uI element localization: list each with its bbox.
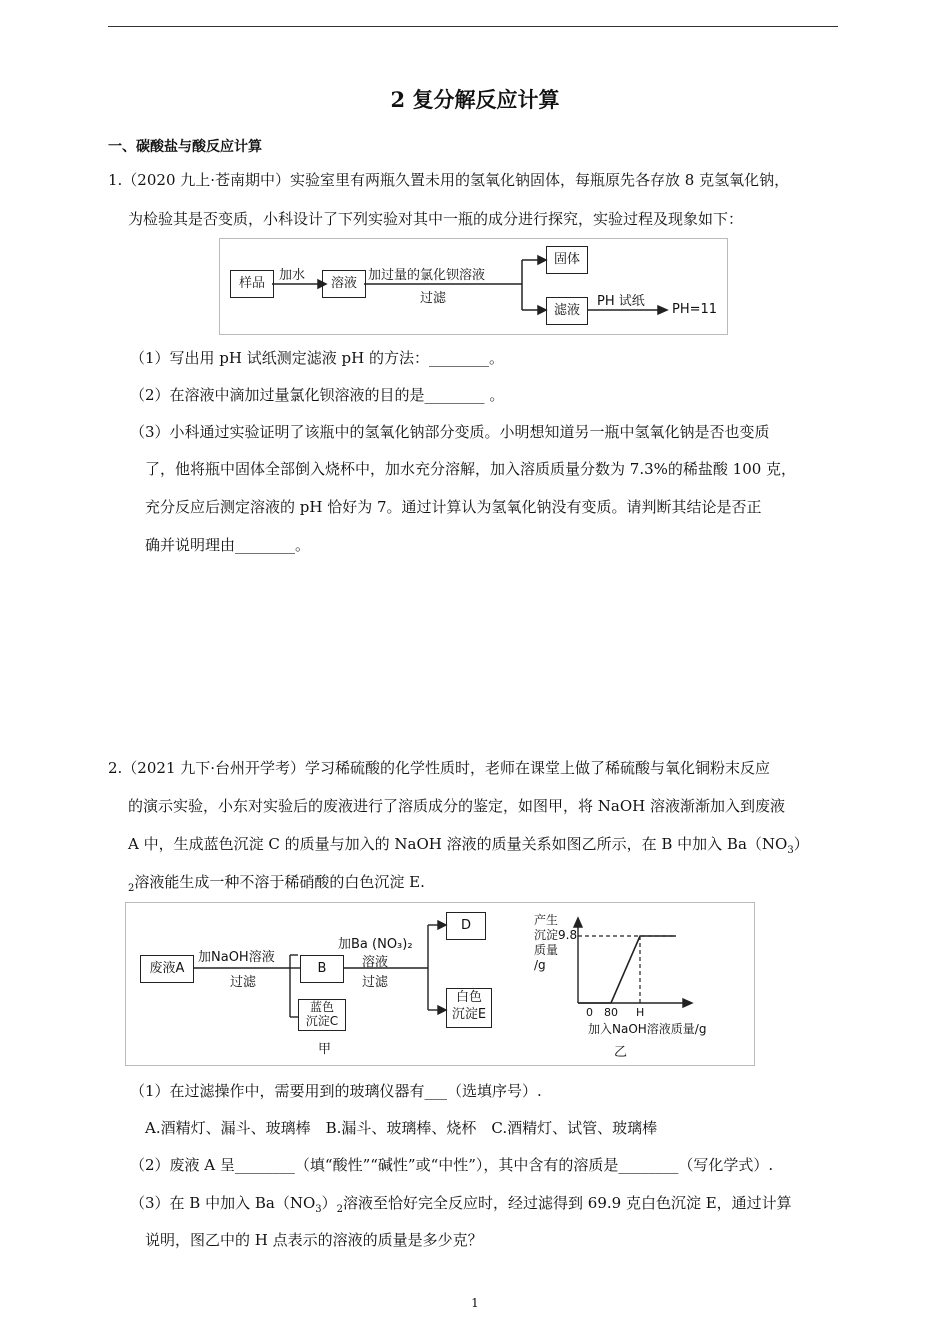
b-box: B xyxy=(300,955,344,983)
solution-label: 溶液 xyxy=(362,955,389,970)
figure-jia-label: 甲 xyxy=(318,1042,332,1057)
q1-line2: 为检验其是否变质，小科设计了下列实验对其中一瓶的成分进行探究，实验过程及现象如下： xyxy=(128,210,744,228)
q1-sub1: （1）写出用 pH 试纸测定滤液 pH 的方法：________。 xyxy=(130,349,504,367)
q2-sub2: （2）废液 A 呈________（填“酸性”“碱性”或“中性”），其中含有的溶质是________（写化学式）. xyxy=(130,1156,774,1174)
chart-ylabel: 产生 沉淀9.8 质量 /g xyxy=(534,913,578,972)
q2-sub1: （1）在过滤操作中，需要用到的玻璃仪器有___（选填序号）. xyxy=(130,1082,542,1100)
q1-sub3-line3: 充分反应后测定溶液的 pH 恰好为 7。通过计算认为氢氧化钠没有变质。请判断其结论是否正 xyxy=(145,498,762,516)
flow-ph-paper: PH 试纸 xyxy=(597,294,645,309)
page-title: 2 复分解反应计算 xyxy=(390,87,560,112)
q2-line1: 2.（2021 九下·台州开学考）学习稀硫酸的化学性质时，老师在课堂上做了稀硫酸与氧化铜粉末反应 xyxy=(108,759,771,777)
flow-solution-box: 溶液 xyxy=(322,270,366,298)
flow-filter: 过滤 xyxy=(420,291,447,306)
page-number: 1 xyxy=(471,1296,479,1310)
q2-options: A.酒精灯、漏斗、玻璃棒 B.漏斗、玻璃棒、烧杯 C.酒精灯、试管、玻璃棒 xyxy=(145,1119,658,1137)
q1-line1: 1.（2020 九上·苍南期中）实验室里有两瓶久置未用的氢氧化钠固体，每瓶原先各存放 8 克氢氧化钠， xyxy=(108,171,790,189)
q2-sub3-line1: （3）在 B 中加入 $Ba(NO_3)_2$溶液至恰好完全反应时，经过滤得到 69.9 克白色沉淀 E，通过计算 xyxy=(130,1194,792,1215)
q1-sub3-line2: 了，他将瓶中固体全部倒入烧杯中，加水充分溶解，加入溶质质量分数为 7.3%的稀盐酸 100 克， xyxy=(145,460,797,478)
add-naoh-label: 加NaOH溶液 xyxy=(198,950,275,965)
chart-y-value: 9.8 xyxy=(558,928,578,942)
flow-ph-result: PH=11 xyxy=(672,302,718,317)
d-box: D xyxy=(446,912,486,940)
waste-a-box: 废液A xyxy=(140,955,194,983)
q2-line3: A 中，生成蓝色沉淀 C 的质量与加入的 NaOH 溶液的质量关系如图乙所示，在 B 中加入 $Ba(NO_3)$ xyxy=(128,835,809,856)
chart-tick-0: 0 xyxy=(586,1006,593,1019)
blue-precip-c-box: 蓝色 沉淀C xyxy=(298,999,346,1031)
flow-add-water: 加水 xyxy=(279,268,306,283)
chart-tick-h: H xyxy=(636,1006,645,1019)
q1-sub3-line4: 确并说明理由________。 xyxy=(145,536,311,554)
flow-solid-box: 固体 xyxy=(546,246,588,274)
q2-line4: $_2$溶液能生成一种不溶于稀硝酸的白色沉淀 E. xyxy=(128,873,425,894)
flow-filtrate-box: 滤液 xyxy=(546,297,588,325)
section-heading: 一、碳酸盐与酸反应计算 xyxy=(108,139,262,155)
flow-sample-box: 样品 xyxy=(230,270,274,298)
filter1-label: 过滤 xyxy=(230,975,257,990)
q1-sub3-line1: （3）小科通过实验证明了该瓶中的氢氧化钠部分变质。小明想知道另一瓶中氢氧化钠是否也变质 xyxy=(130,423,770,441)
white-precip-e-box: 白色 沉淀E xyxy=(446,988,492,1028)
q2-line2: 的演示实验，小东对实验后的废液进行了溶质成分的鉴定，如图甲，将 NaOH 溶液渐渐加入到废液 xyxy=(128,797,785,815)
chart-tick-80: 80 xyxy=(604,1006,618,1019)
figure-yi-label: 乙 xyxy=(614,1045,628,1060)
flow-add-bacl2: 加过量的氯化钡溶液 xyxy=(368,268,486,283)
q2-sub3-line2: 说明，图乙中的 H 点表示的溶液的质量是多少克？ xyxy=(145,1231,483,1249)
add-ba-label: 加Ba (NO₃)₂ xyxy=(338,937,413,952)
filter2-label: 过滤 xyxy=(362,975,389,990)
q1-sub2: （2）在溶液中滴加过量氯化钡溶液的目的是________ 。 xyxy=(130,386,505,404)
chart-line xyxy=(578,936,676,1003)
chart-xlabel: 加入NaOH溶液质量/g xyxy=(588,1022,707,1036)
